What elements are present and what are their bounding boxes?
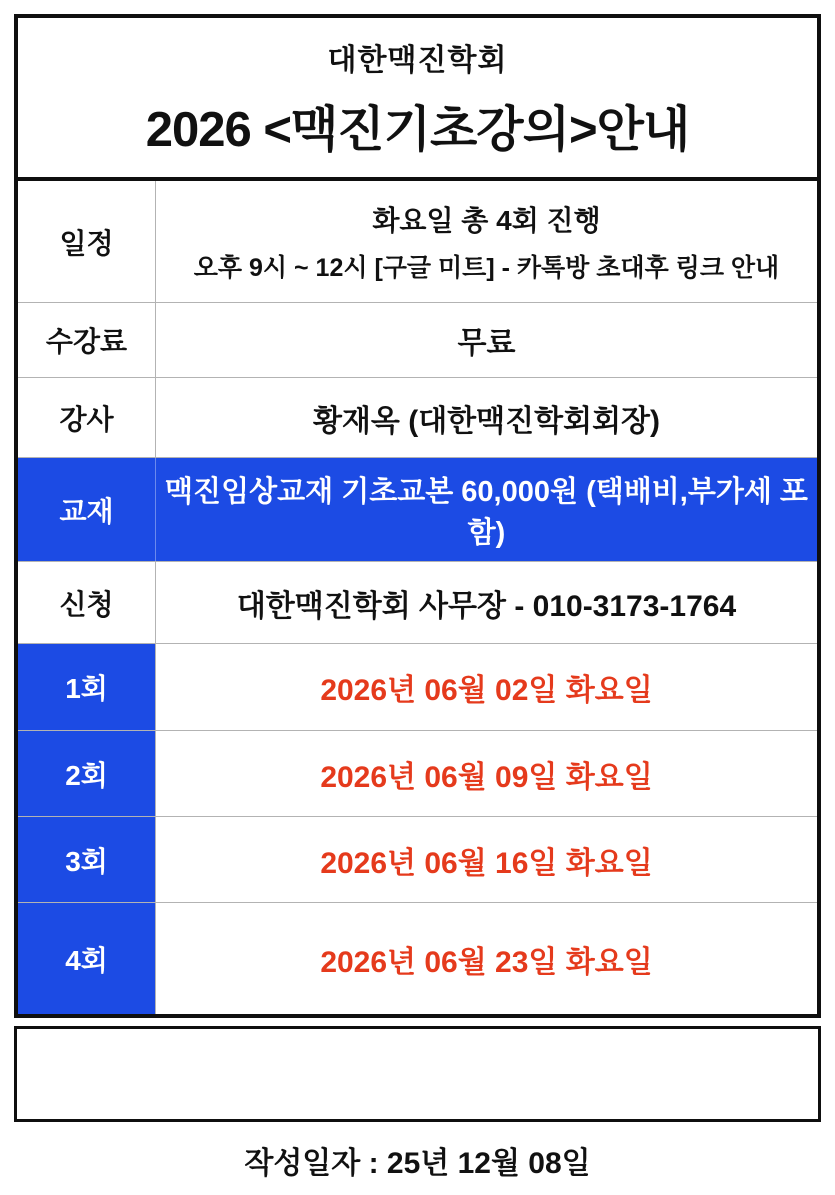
creation-date: 작성일자 : 25년 12월 08일 [244,1147,591,1180]
table-row-session-3 [18,816,817,902]
table-row-instructor [18,377,817,457]
title-block [18,18,817,177]
schedule-value [156,181,817,302]
apply-value: 대한맥진학회 사무장 - 010-3173-1764 [236,589,737,623]
table-row-session-2 [18,730,817,816]
table-row-textbook [18,457,817,561]
schedule-line2: 오후 9시 ~ 12시 [구글 미트] - 카톡방 초대후 링크 안내 [193,254,780,282]
row-label-fee: 수강료 [18,303,156,377]
org-name: 대한맥진학회 [327,43,508,77]
announcement-card [14,14,821,1018]
fee-value: 무료 [457,327,516,360]
page-title: 2026 <맥진기초강의>안내 [145,102,690,157]
table-row-session-4 [18,902,817,1014]
schedule-line1: 화요일 총 4회 진행 [372,205,601,236]
table-row-schedule [18,177,817,302]
session-3-date: 2026년 06월 16일 화요일 [320,846,653,880]
table-row-apply [18,561,817,643]
textbook-value: 맥진임상교재 기초교본 60,000원 (택배비,부가세 포함) [165,475,808,549]
row-label-apply: 신청 [18,562,156,643]
row-label-schedule: 일정 [18,181,156,302]
row-label-session-1: 1회 [18,644,156,730]
page [0,14,835,1195]
row-label-instructor: 강사 [18,378,156,457]
session-1-date: 2026년 06월 02일 화요일 [320,674,653,707]
row-label-textbook: 교재 [18,458,156,561]
instructor-value: 황재옥 (대한맥진학회회장) [312,404,661,438]
session-4-date: 2026년 06월 23일 화요일 [320,945,653,979]
table-row-session-1 [18,643,817,730]
session-2-date: 2026년 06월 09일 화요일 [320,760,653,794]
row-label-session-3: 3회 [18,817,156,902]
notes-box [14,1026,821,1122]
row-label-session-2: 2회 [18,731,156,816]
row-label-session-4: 4회 [18,903,156,1014]
table-row-fee [18,302,817,377]
